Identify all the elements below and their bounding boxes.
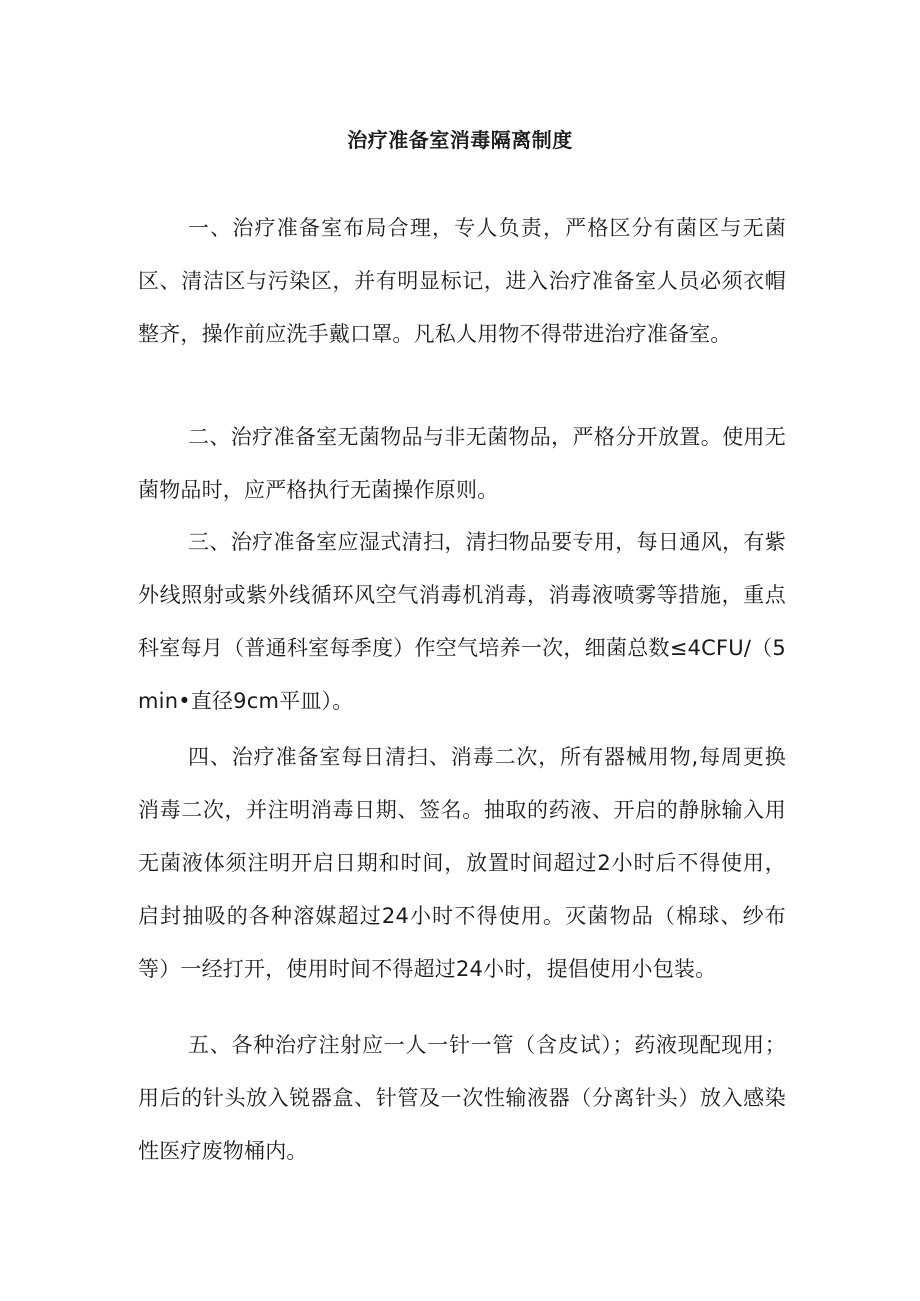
paragraph-4: 四、治疗准备室每日清扫、消毒二次，所有器械用物,每周更换消毒二次，并注明消毒日期、签名。抽取的药液、开启的静脉输入用无菌液体须注明开启日期和时间，放置时间超过2小时后不得使用，启封抽吸的各种溶媒超过24小时不得使用。灭菌物品（棉球、纱布等）一经打开，使用时间不得超过24小时，提倡使用小包装。 (138, 745, 786, 981)
paragraph-1: 一、治疗准备室布局合理，专人负责，严格区分有菌区与无菌区、清洁区与污染区，并有明显标记，进入治疗准备室人员必须衣帽整齐，操作前应洗手戴口罩。凡私人用物不得带进治疗准备室。 (138, 216, 786, 346)
document-title: 治疗准备室消毒隔离制度 (347, 128, 573, 152)
paragraph-3: 三、治疗准备室应湿式清扫，清扫物品要专用，每日通风，有紫外线照射或紫外线循环风空气消毒机消毒，消毒液喷雾等措施，重点科室每月（普通科室每季度）作空气培养一次，细菌总数≤4CFU∕（5min•直径9cm平皿）。 (138, 530, 786, 713)
paragraph-2: 二、治疗准备室无菌物品与非无菌物品，严格分开放置。使用无菌物品时，应严格执行无菌操作原则。 (138, 425, 786, 502)
paragraph-5: 五、各种治疗注射应一人一针一管（含皮试）；药液现配现用；用后的针头放入锐器盒、针管及一次性输液器（分离针头）放入感染性医疗废物桶内。 (138, 1033, 786, 1163)
